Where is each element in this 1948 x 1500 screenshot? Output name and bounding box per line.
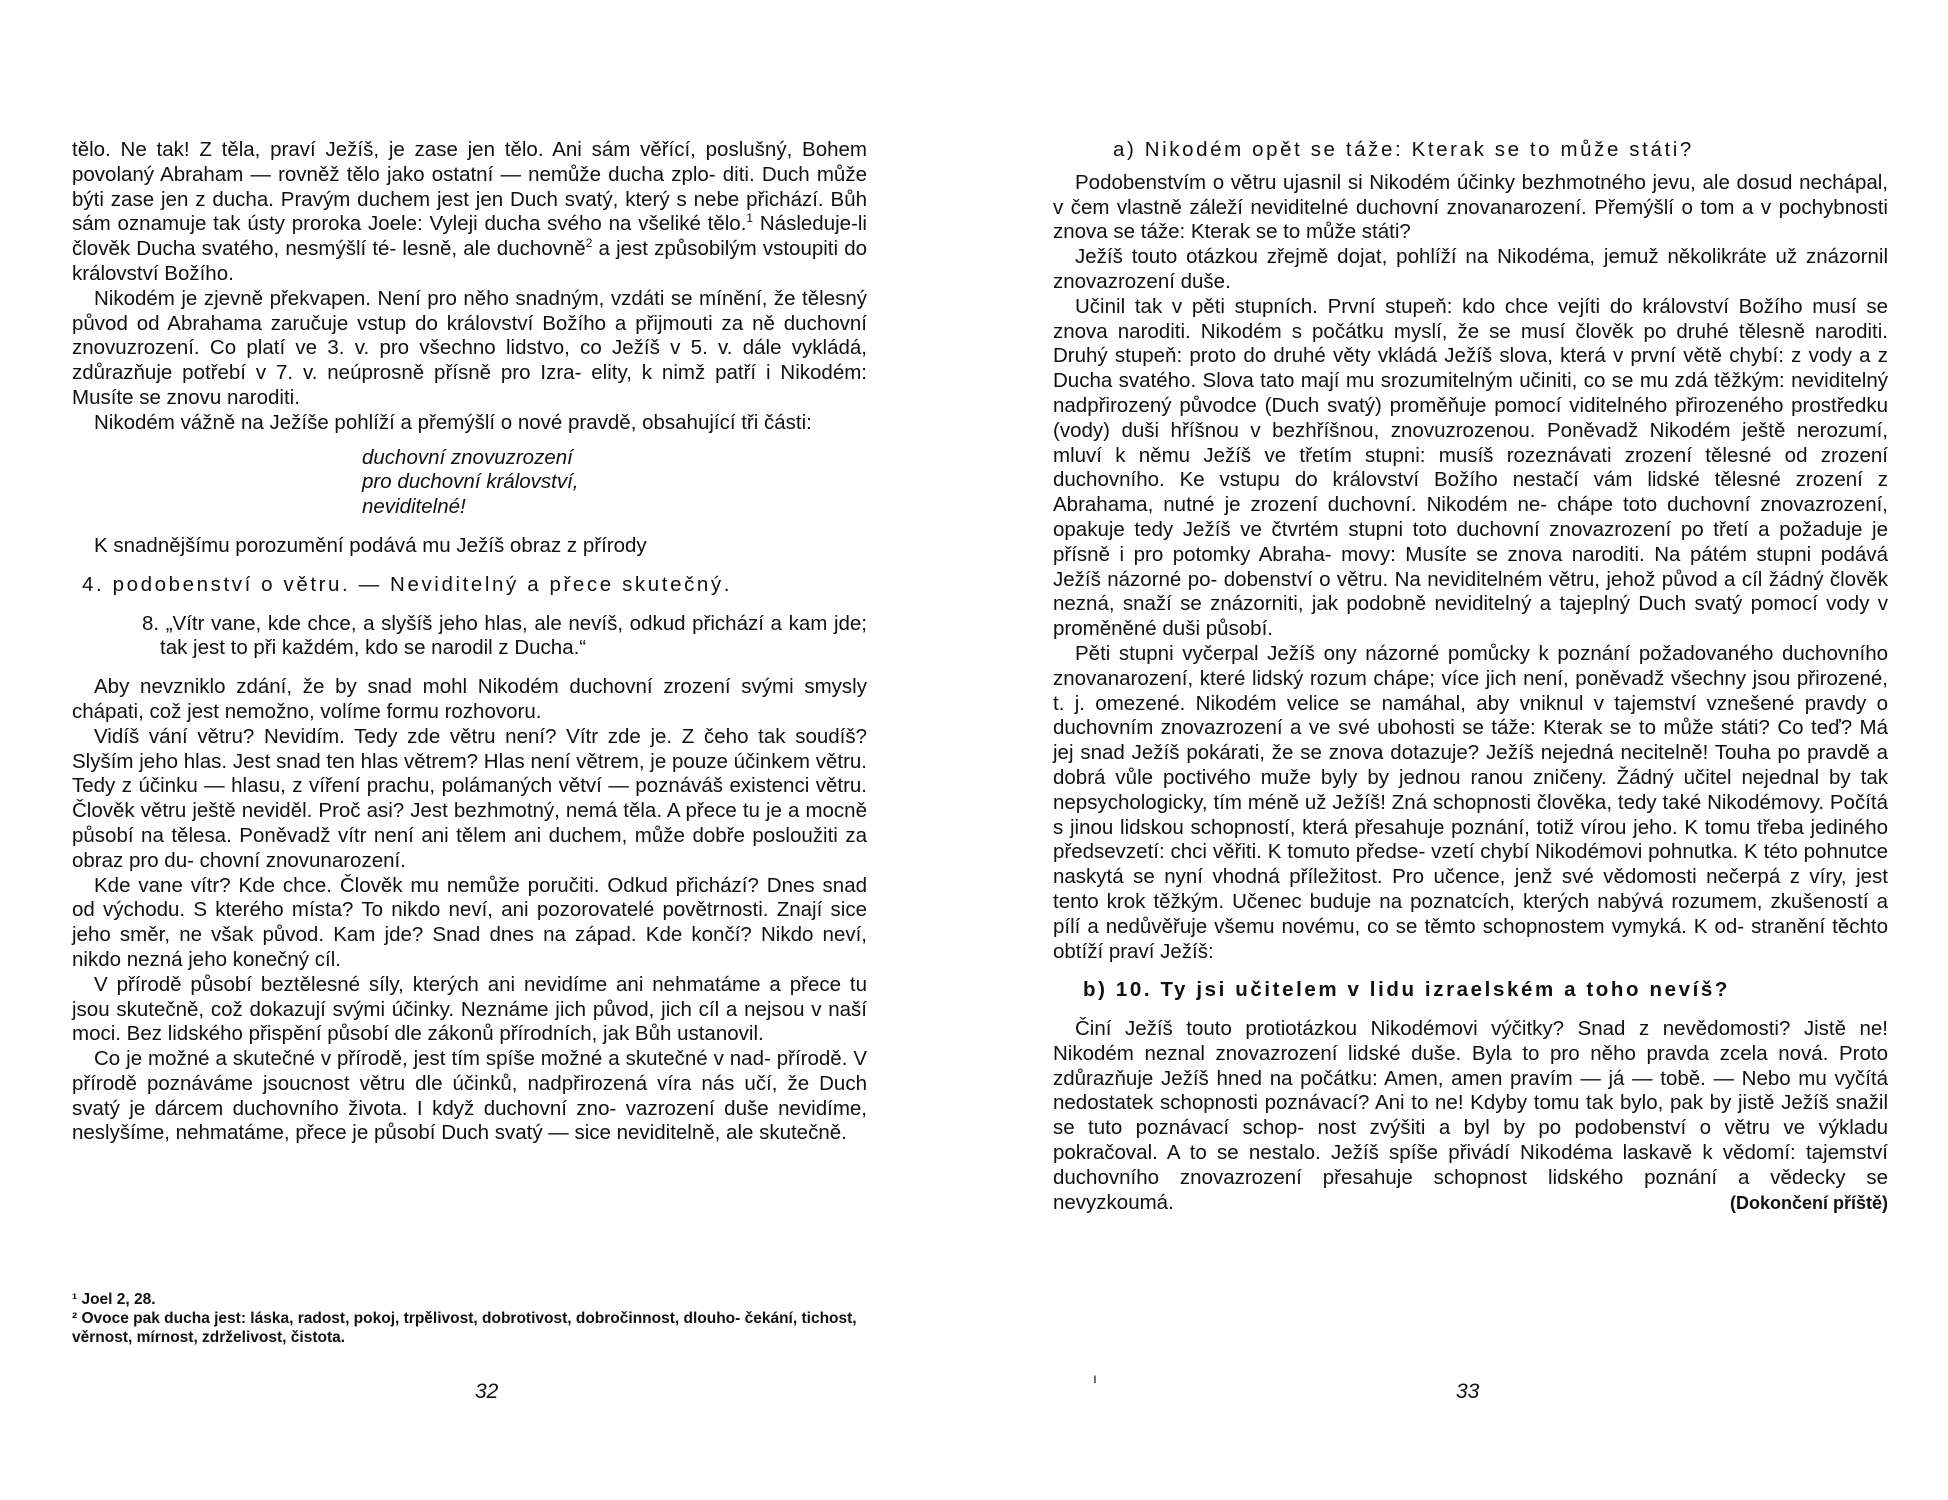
paragraph: Nikodém vážně na Ježíše pohlíží a přemýšlí o nové pravdě, obsahující tři části: <box>94 410 812 434</box>
page-number: 33 <box>1456 1380 1480 1403</box>
stray-mark: ı <box>1093 1370 1097 1386</box>
paragraph: Pěti stupni vyčerpal Ježíš ony názorné pomůcky k poznání požadovaného duchovního znovanarození, které lidský rozum chápe; více jich není, poněvadž všechny jsou přirozené, t. j. omezené. Nikodém velice se namáhal, aby vniknul v tajemství vznešené pravdy o duchovním znovazrození a ve své ubohosti se táže: Kterak se to může státi? Co teď? Má jej snad Ježíš pokárati, že se znova dotazuje? Ježíš nejedná necitelně! Touha po pravdě a dobrá vůle poctivého muže byly by jednou ranou zničeny. Žádný učitel nejednal by tak nepsychologicky, tím méně už Ježíš! Zná schopnosti člověka, tedy také Nikodémovy. Počítá s jinou lidskou schopností, která přesahuje poznání, totiž vírou jeho. K tomu třeba jediného předsevzetí: chci věřiti. K tomuto předse- vzetí chybí Nikodémovi pohnutka. K této pohnutce naskytá se nyní vhodná příležitost. Pro učence, jenž své vědomosti nečerpá z víry, jest tento krok těžkým. Učenec buduje na poznatcích, kterých nabývá rozumem, zkušeností a pílí a nedůvěřuje všemu novému, co se těmto schopnostem vymyká. K od- stranění těchto obtíží praví Ježíš: <box>1053 641 1888 963</box>
footnote: ¹ Joel 2, 28. <box>72 1291 156 1308</box>
section-heading: 4. podobenství o větru. — Neviditelný a přece skutečný. <box>82 572 733 596</box>
to-be-continued: (Dokončení příště) <box>1729 1193 1888 1214</box>
page-number: 32 <box>475 1380 499 1403</box>
list-item: pro duchovní království, <box>362 470 579 494</box>
footnotes <box>72 1290 867 1347</box>
paragraph: tělo. Ne tak! Z těla, praví Ježíš, je zase jen tělo. Ani sám věřící, poslušný, Bohem povolaný Abraham — rovněž tělo jako ostatní — nemůže ducha zplo- diti. Duch může býti zase jen z ducha. Pravým duchem jest jen Duch svatý, který s nebe přichází. Bůh sám oznamuje tak ústy proroka Joele: Vyleji ducha svého na všeliké tělo.$^1$ Následuje-li člověk Ducha svatého, nesmýšlí té- lesně, ale duchovně$^2$ a jest způsobilým vstoupiti do království Božího. <box>72 138 868 285</box>
right-page <box>1053 138 1888 1216</box>
paragraph: Učinil tak v pěti stupních. První stupeň: kdo chce vejíti do království Božího musí se znova naroditi. Nikodém s počátku myslí, že se musí člověk po druhé tělesně naroditi. Druhý stupeň: proto do druhé věty vkládá Ježíš slova, která v první větě chybí: z vody a z Ducha svatého. Slova tato mají mu srozumitelným učiniti, co se mu zdá těžkým: neviditelný nadpřirozený původce (Duch svatý) proměňuje pomocí viditelného přirozeného prostředku (vody) duši hříšnou v bezhříšnou, znovuzrozenou. Poněvadž Nikodém ještě nerozumí, mluví k němu Ježíš ve třetím stupni: musíš rozeznávati zrození tělesné od zrození duchovního. Ke vstupu do království Božího nestačí vám lidské tělesné zrození z Abrahama, nutné je zrození duchovní. Nikodém ne- chápe toto duchovní znovazrození, opakuje tedy Ježíš ve čtvrtém stupni toto duchovní znovazrození po třetí a požaduje je přísně i pro potomky Abraha- movy: Musíte se znova naroditi. Na pátém stupni podává Ježíš názorné po- dobenství o větru. Na neviditelném větru, jehož původ a cíl žádný člověk nezná, snaží se znázorniti, jak podobně neviditelný a tajeplný Duch svatý pomocí vody v proměněné duši působí. <box>1053 294 1888 641</box>
section-heading: b) 10. Ty jsi učitelem v lidu izraelském a toho nevíš? <box>1083 978 1730 1002</box>
left-page <box>72 138 867 1146</box>
scripture-quote: 8. „Vítr vane, kde chce, a slyšíš jeho hlas, ale nevíš, odkud přichází a kam jde; tak jest to při každém, kdo se narodil z Ducha.“ <box>142 611 867 660</box>
list-item: neviditelné! <box>362 495 466 519</box>
paragraph: Co je možné a skutečné v přírodě, jest tím spíše možné a skutečné v nad- přírodě. V přírodě poznáváme jsoucnost větru dle účinků, nadpřirozená víra nás učí, že Duch svatý je dárcem duchovního života. I když duchovní zno- vazrození duše nevidíme, neslyšíme, nehmatáme, přece je působí Duch svatý — sice neviditelně, ale skutečně. <box>72 1047 867 1145</box>
footnote: ² Ovoce pak ducha jest: láska, radost, pokoj, trpělivost, dobrotivost, dobročinnost, dlouho- čekání, tichost, věrnost, mírnost, zdrželivost, čistota. <box>72 1310 857 1346</box>
lead-sentence: K snadnějšímu porozumění podává mu Ježíš obraz z přírody <box>94 533 647 557</box>
paragraph: Podobenstvím o větru ujasnil si Nikodém účinky bezhmotného jevu, ale dosud nechápal, v čem vlastně záleží neviditelné duchovní znovanarození. Přemýšlí o tom a v pochybnosti znova se táže: Kterak se to může státi? <box>1053 170 1888 244</box>
paragraph: Vidíš vání větru? Nevidím. Tedy zde větru není? Vítr zde je. Z čeho tak soudíš? Slyším jeho hlas. Jest snad ten hlas větrem? Hlas není větrem, je pouze účinkem větru. Tedy z účinku — hlasu, z víření prachu, polámaných větví — poznáváš existenci větru. Člověk větru ještě neviděl. Proč asi? Jest bezhmotný, nemá těla. A přece tu je a mocně působí na tělesa. Poněvadž vítr není ani tělem ani duchem, může dobře posloužiti za obraz pro du- chovní znovunarození. <box>72 724 867 872</box>
paragraph: Kde vane vítr? Kde chce. Člověk mu nemůže poručiti. Odkud přichází? Dnes snad od východu. S kterého místa? To nikdo neví, ani pozorovatelé povětrnosti. Znají sice jeho směr, ne však původ. Kam jde? Snad dnes na západ. Kde končí? Nikdo neví, nikdo nezná jeho konečný cíl. <box>72 873 867 971</box>
paragraph: Činí Ježíš touto protiotázkou Nikodémovi výčitky? Snad z nevědomosti? Jistě ne! Nikodém neznal znovazrození lidské duše. Byla to pro něho pravda zcela nová. Proto zdůrazňuje Ježíš hned na počátku: Amen, amen pravím — já — tobě. — Nebo mu vyčítá nedostatek schopnosti poznávací? Ani to ne! Kdyby tomu tak bylo, pak by jistě Ježíš snažil se tuto poznávací schop- nost zvýšiti a byl by po podobenství o větru ve výkladu pokračoval. A to se nestalo. Ježíš spíše přivádí Nikodéma laskavě k vědomí: tajemství duchovního znovazrození přesahuje schopnost lidského poznání a vědecky se nevyzkoumá. <box>1053 1017 1888 1214</box>
paragraph: Aby nevzniklo zdání, že by snad mohl Nikodém duchovní zrození svými smysly chápati, což jest nemožno, volíme formu rozhovoru. <box>72 675 867 723</box>
paragraph: V přírodě působí beztělesné síly, kterých ani nevidíme ani nehmatáme a přece tu jsou skutečně, což dokazují svými účinky. Neznáme jich původ, jich cíl a nejsou v naší moci. Bez lidského přispění působí dle zákonů přírodních, jak Bůh ustanovil. <box>72 972 867 1046</box>
paragraph: Ježíš touto otázkou zřejmě dojat, pohlíží na Nikodéma, jemuž několikráte už znázornil znovazrození duše. <box>1053 245 1888 293</box>
list-item: duchovní znovuzrození <box>362 445 573 469</box>
three-parts-list <box>362 446 867 520</box>
paragraph: Nikodém je zjevně překvapen. Není pro něho snadným, vzdáti se mínění, že tělesný původ od Abrahama zaručuje vstup do království Božího a přijmouti za ně duchovní znovuzrození. Co platí ve 3. v. pro všechno lidstvo, co Ježíš v 5. v. dále vykládá, zdůrazňuje potřebí v 7. v. neúprosně přísně pro Izra- elity, k nimž patří i Nikodém: Musíte se znovu naroditi. <box>72 286 867 409</box>
section-heading: a) Nikodém opět se táže: Kterak se to může státi? <box>1113 138 1694 161</box>
